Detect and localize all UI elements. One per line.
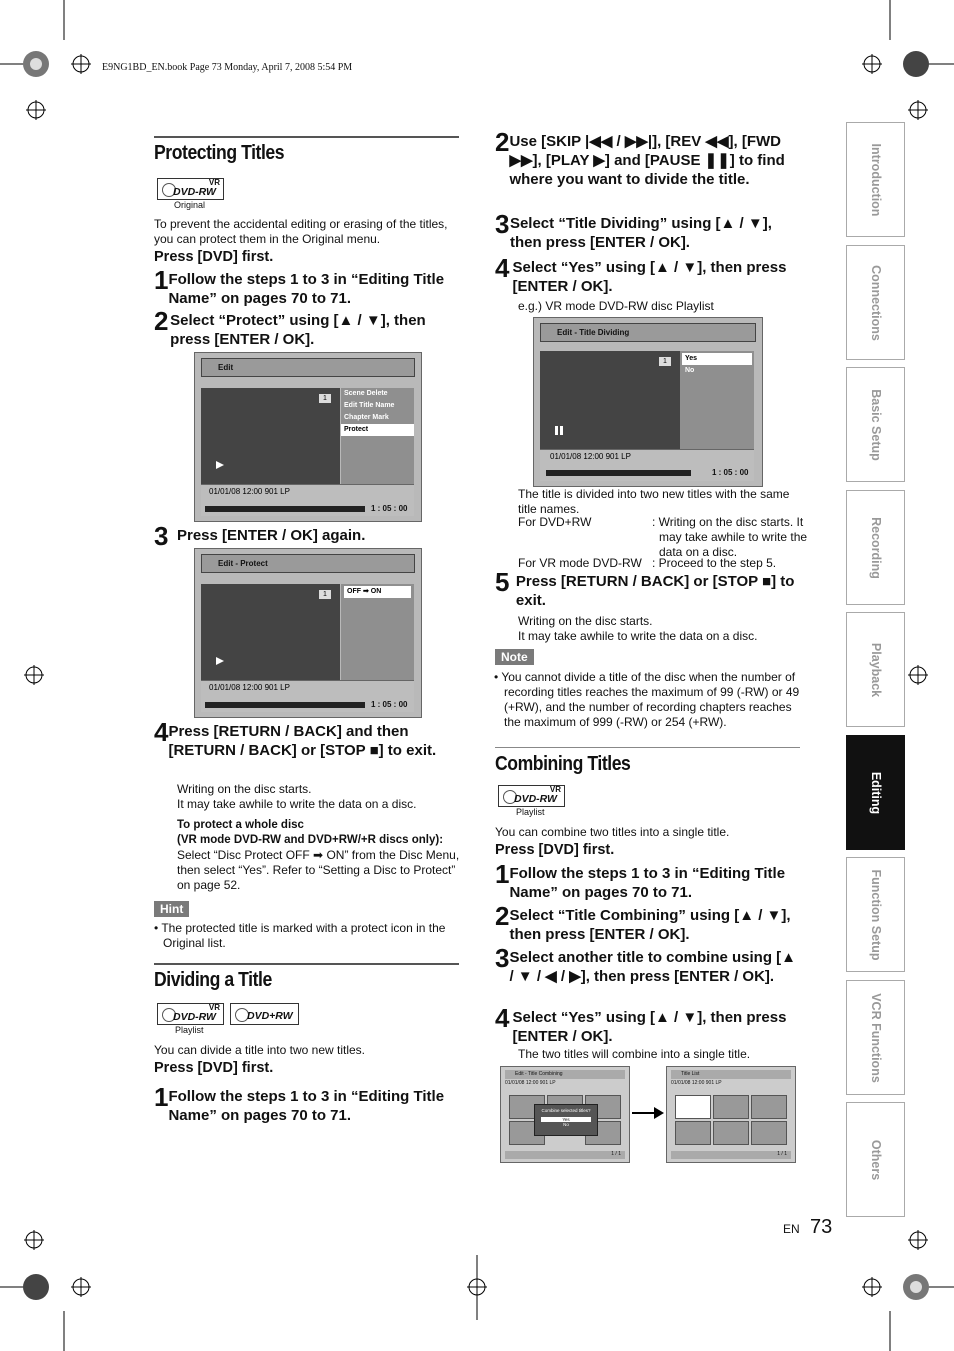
menu-item[interactable]: Chapter Mark: [344, 414, 389, 421]
protect-step-1: 1 Follow the steps 1 to 3 in “Editing Title Name” on pages 70 to 71.: [154, 265, 445, 307]
divide-step-3: 3 Select “Title Dividing” using [▲ / ▼], then press [ENTER / OK].: [495, 209, 772, 251]
tab-vcr-functions[interactable]: VCR Functions: [846, 980, 905, 1095]
protect-step-3: 3 Press [ENTER / OK] again.: [154, 521, 366, 551]
divide-title: Dividing a Title: [154, 969, 272, 991]
combine-step-3: 3 Select another title to combine using [▲ / ▼ / ◀ / ▶], then press [ENTER / OK].: [495, 943, 797, 985]
divide-step-2: 2 Use [SKIP |◀◀ / ▶▶|], [REV ◀◀], [FWD ▶▶], [PLAY ▶] and [PAUSE ❚❚] to find where you want to divide the title.: [495, 127, 785, 188]
tab-function-setup[interactable]: Function Setup: [846, 857, 905, 972]
video-preview: 1: [201, 388, 340, 484]
arrow-right-icon: ➡: [313, 848, 324, 862]
divide-screen: Edit - Title Dividing 1 Yes No 01/01/08 12:00 901 LP 1 : 05 : 00: [533, 317, 763, 487]
combine-step-2: 2 Select “Title Combining” using [▲ / ▼], then press [ENTER / OK].: [495, 901, 791, 943]
menu-item-selected[interactable]: Protect: [341, 424, 414, 436]
hint-label: Hint: [154, 901, 189, 917]
progress-bar: [546, 470, 691, 476]
dvd-plus-rw-badge: DVD+RW: [230, 1003, 299, 1025]
tab-editing[interactable]: Editing: [846, 735, 905, 850]
menu-item[interactable]: Scene Delete: [344, 390, 388, 397]
protect-step-2: 2 Select “Protect” using [▲ / ▼], then press [ENTER / OK].: [154, 306, 426, 348]
combine-screen-after: Title List 01/01/08 12:00 901 LP 1 / 1: [666, 1066, 796, 1163]
combine-step-1: 1 Follow the steps 1 to 3 in “Editing Title Name” on pages 70 to 71.: [495, 859, 786, 901]
play-icon: [216, 657, 224, 665]
divide-step-1: 1 Follow the steps 1 to 3 in “Editing Title Name” on pages 70 to 71.: [154, 1082, 445, 1124]
protect-toggle[interactable]: OFF ➡ ON: [344, 586, 411, 598]
arrow-right-icon: [630, 1105, 666, 1121]
screen-title-bar: Edit: [201, 358, 415, 377]
pause-icon: [555, 426, 563, 435]
divide-step-5: 5 Press [RETURN / BACK] or [STOP ■] to exit.: [495, 567, 795, 609]
tab-others[interactable]: Others: [846, 1102, 905, 1217]
protect-screen-menu: Edit 1 Scene Delete Edit Title Name Chapter Mark Protect 01/01/08 12:00 901 LP 1 : 05 : 00: [194, 352, 422, 522]
hint-text: • The protected title is marked with a protect icon in the Original list.: [154, 921, 446, 950]
note-label: Note: [495, 649, 534, 665]
dvd-rw-vr-badge: VR DVD-RW: [498, 785, 565, 807]
no-option[interactable]: No: [563, 1122, 569, 1127]
tab-basic-setup[interactable]: Basic Setup: [846, 367, 905, 482]
screen-title-bar: Edit - Title Dividing: [540, 323, 756, 342]
combine-title: Combining Titles: [495, 753, 631, 775]
badge-caption: Original: [174, 200, 206, 210]
protect-press: Press [DVD] first.: [154, 249, 274, 265]
menu-item[interactable]: Edit Title Name: [344, 402, 395, 409]
no-option[interactable]: No: [685, 367, 695, 374]
video-preview: 1: [201, 584, 340, 680]
whole-disc-text: Select “Disc Protect OFF ➡ ON” from the Disc Menu, then select “Yes”. Refer to “Setting a Disc to Protect” on page 52.: [177, 848, 460, 892]
screen-title-bar: Edit - Protect: [201, 554, 415, 573]
progress-bar: [205, 506, 365, 512]
tab-introduction[interactable]: Introduction: [846, 122, 905, 237]
page-number: 73: [810, 1216, 833, 1238]
confirm-dialog: Combine selected titles? Yes No: [534, 1104, 598, 1136]
tab-playback[interactable]: Playback: [846, 612, 905, 727]
yes-option[interactable]: Yes: [541, 1117, 591, 1122]
divide-step-4: 4 Select “Yes” using [▲ / ▼], then press [ENTER / OK].: [495, 253, 787, 295]
edit-menu: [341, 388, 414, 484]
language-label: EN: [783, 1222, 800, 1236]
protect-intro: To prevent the accidental editing or erasing of the titles, you can protect them in the Original menu.: [154, 217, 448, 246]
video-preview: 1: [540, 351, 680, 449]
note-text: • You cannot divide a title of the disc when the number of recording titles reaches the maximum of 99 (-RW) or 49 (+RW), and the number of recording chapters reaches the maximum of 999 (-RW) or 254 (+RW).: [494, 670, 800, 729]
play-icon: [216, 461, 224, 469]
combine-screen-before: Edit - Title Combining 01/01/08 12:00 901 LP Combine selected titles? Yes No 1 / 1: [500, 1066, 630, 1163]
tab-recording[interactable]: Recording: [846, 490, 905, 605]
tab-connections[interactable]: Connections: [846, 245, 905, 360]
combine-step-4: 4 Select “Yes” using [▲ / ▼], then press [ENTER / OK].: [495, 1003, 787, 1045]
arrow-right-icon: ➡: [362, 588, 369, 595]
yes-option[interactable]: Yes: [682, 353, 752, 365]
book-header: E9NG1BD_EN.book Page 73 Monday, April 7, 2008 5:54 PM: [102, 62, 353, 73]
progress-bar: [205, 702, 365, 708]
protect-step-4: 4 Press [RETURN / BACK] and then [RETURN / BACK] or [STOP ■] to exit.: [154, 717, 437, 759]
protect-screen-onoff: Edit - Protect 1 OFF ➡ ON 01/01/08 12:00 901 LP 1 : 05 : 00: [194, 548, 422, 718]
protect-title: Protecting Titles: [154, 142, 285, 164]
dvd-rw-vr-badge: VR DVD-RW: [157, 1003, 224, 1025]
dvd-rw-vr-badge: VR DVD-RW: [157, 178, 224, 200]
